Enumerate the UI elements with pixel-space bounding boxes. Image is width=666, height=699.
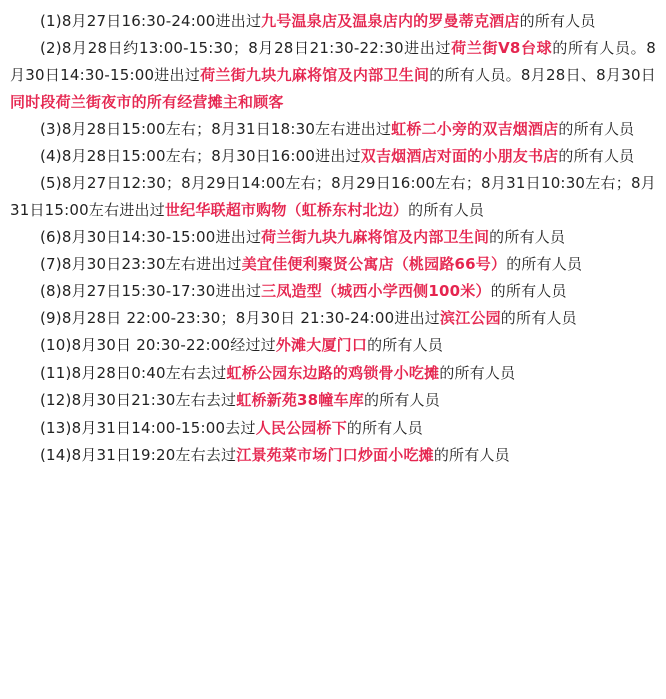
item-text: (12)8月30日21:30左右去过: [40, 391, 237, 409]
list-item-3: [10, 116, 656, 143]
item-text: 的所有人员: [408, 201, 485, 219]
item-text: 的所有人员: [367, 336, 444, 354]
list-item-12: [10, 387, 656, 415]
item-text: 的所有人员: [558, 147, 635, 165]
item-text: 的所有人员: [519, 12, 596, 30]
list-item-10: [10, 332, 656, 360]
item-text: (1)8月27日16:30-24:00进出过: [40, 12, 262, 30]
list-item-9: [10, 305, 656, 332]
highlighted-location: 荷兰街V8台球: [451, 39, 553, 57]
item-text: (9)8月28日 22:00-23:30；8月30日 21:30-24:00进出过: [40, 309, 440, 327]
item-text: (14)8月31日19:20左右去过: [40, 446, 237, 464]
item-text: 的所有人员: [439, 363, 516, 382]
list-item-8: [10, 278, 656, 305]
list-item-14: [10, 442, 656, 470]
item-text: (4)8月28日15:00左右；8月30日16:00进出过: [40, 147, 361, 165]
item-text: 的所有人员: [506, 255, 583, 273]
item-text: (10)8月30日 20:30-22:00经过过: [40, 336, 276, 354]
item-text: (5)8月27日12:30；8月29日14:00左右；8月29日16:00左右；8月31日10:30左右；8月31日15:00左右进出过: [10, 174, 656, 219]
highlighted-location: 荷兰街九块九麻将馆及内部卫生间: [261, 228, 490, 246]
item-text: 的所有人员: [558, 120, 635, 138]
highlighted-location: 外滩大厦门口: [275, 336, 368, 354]
item-text: (6)8月30日14:30-15:00进出过: [40, 228, 262, 246]
list-item-4: [10, 143, 656, 170]
highlighted-location: 虹桥公园东边路的鸡锁骨小吃摊: [226, 363, 440, 382]
highlighted-location: 虹桥二小旁的双吉烟酒店: [391, 120, 559, 138]
list-item-11: [10, 360, 656, 388]
list-item-5: [10, 170, 656, 224]
highlighted-location: 九号温泉店及温泉店内的罗曼蒂克酒店: [261, 12, 520, 30]
item-text: 的所有人员: [490, 282, 567, 300]
highlighted-location: 荷兰街九块九麻将馆及内部卫生间: [200, 66, 430, 84]
highlighted-location: 虹桥新苑38幢车库: [236, 391, 364, 409]
list-item-13: [10, 415, 656, 443]
highlighted-location: 江景苑菜市场门口炒面小吃摊: [236, 446, 434, 464]
highlighted-location: 双吉烟酒店对面的小朋友书店: [360, 147, 559, 165]
item-text: 的所有人员: [489, 228, 566, 246]
list-item-7: [10, 251, 656, 278]
list-item-2: [10, 35, 656, 116]
item-text: 的所有人员: [346, 418, 423, 437]
highlighted-location: 三凤造型（城西小学西侧100米）: [261, 282, 491, 300]
item-text: (7)8月30日23:30左右进出过: [40, 255, 242, 273]
item-text: 的所有人员。8月28日、8月30日: [429, 66, 656, 84]
highlighted-location: 世纪华联超市购物（虹桥东村北边）: [164, 201, 409, 219]
item-text: (11)8月28日0:40左右去过: [40, 363, 227, 382]
item-text: 的所有人员。8月30日14:30-15:00进出过: [10, 39, 656, 84]
item-text: 的所有人员: [433, 446, 510, 464]
list-item-6: [10, 224, 656, 251]
location-list: [10, 8, 656, 470]
item-text: 的所有人员: [500, 309, 577, 327]
item-text: (13)8月31日14:00-15:00去过: [40, 418, 256, 437]
item-text: (3)8月28日15:00左右；8月31日18:30左右进出过: [40, 120, 392, 138]
list-item-1: [10, 8, 656, 35]
item-text: (2)8月28日约13:00-15:30；8月28日21:30-22:30进出过: [40, 39, 452, 57]
item-text: (8)8月27日15:30-17:30进出过: [40, 282, 262, 300]
highlighted-location: 美宜佳便利聚贤公寓店（桃园路66号）: [241, 255, 507, 273]
item-text: 的所有人员: [363, 391, 440, 409]
highlighted-location: 同时段荷兰街夜市的所有经营摊主和顾客: [10, 93, 284, 111]
highlighted-location: 滨江公园: [439, 309, 501, 327]
highlighted-location: 人民公园桥下: [255, 418, 347, 437]
